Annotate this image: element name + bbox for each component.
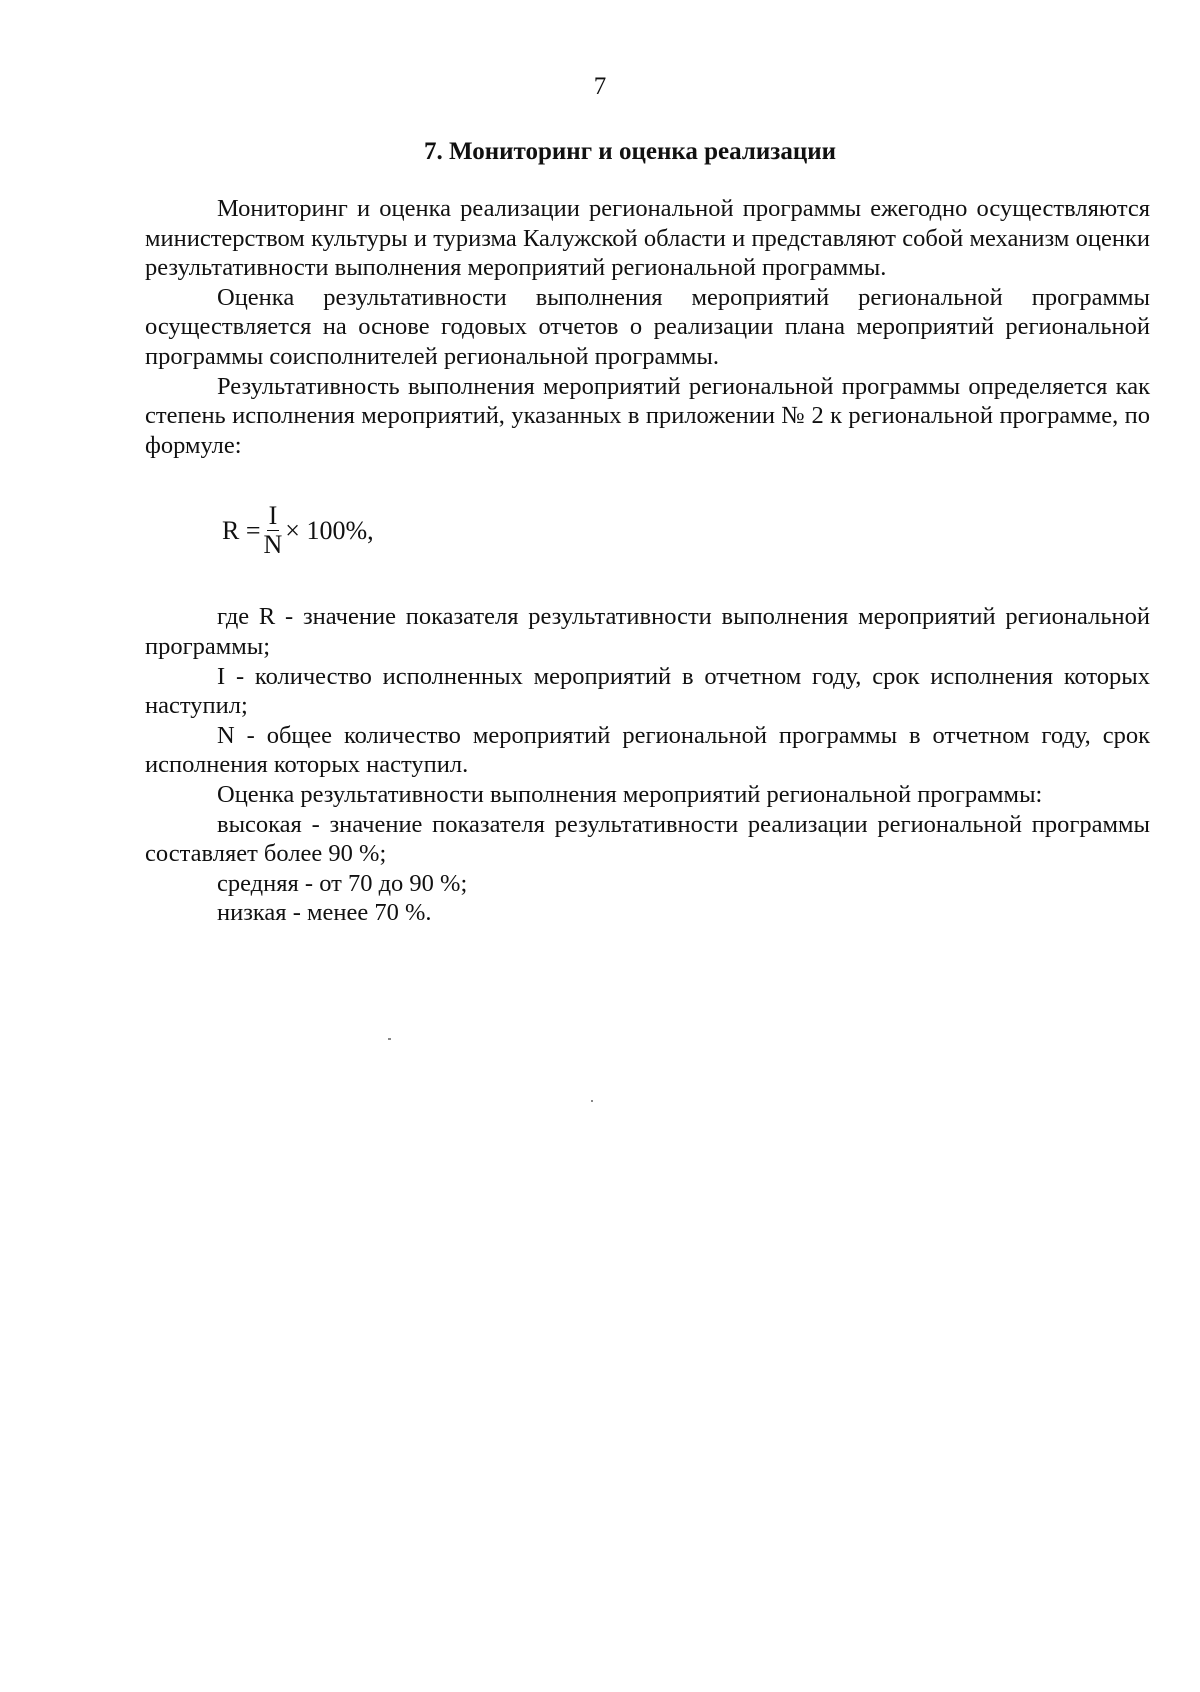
paragraph-evaluation-basis: Оценка результативности выполнения мероприятий региональной программы осуществляется на основе годовых отчетов о реализации плана мероприятий региональной программы соисполнителей региональной программы. <box>145 283 1150 370</box>
definition-r: где R - значение показателя результативности выполнения мероприятий региональной программы; <box>145 603 1150 660</box>
formula-lhs: R = <box>222 515 261 545</box>
formula-denominator: N <box>263 530 283 560</box>
formula-numerator: I <box>268 501 278 531</box>
paragraph-effectiveness: Результативность выполнения мероприятий региональной программы определяется как степень исполнения мероприятий, указанных в приложении № 2 к региональной программе, по формуле: <box>145 372 1150 459</box>
evaluation-level-high: высокая - значение показателя результативности реализации региональной программы составляет более 90 %; <box>145 810 1150 868</box>
definition-n: N - общее количество мероприятий региональной программы в отчетном году, срок исполнения которых наступил. <box>145 721 1150 779</box>
scan-speck <box>591 1100 593 1102</box>
document-body <box>145 194 1150 928</box>
scan-speck <box>388 1038 391 1040</box>
definition-i: I - количество исполненных мероприятий в отчетном году, срок исполнения которых наступил; <box>145 662 1150 720</box>
paragraph-monitoring: Мониторинг и оценка реализации региональной программы ежегодно осуществляются министерством культуры и туризма Калужской области и представляют собой механизм оценки результативности выполнения мероприятий региональной программы. <box>145 195 1150 282</box>
evaluation-level-medium: средняя - от 70 до 90 %; <box>217 869 468 897</box>
formula-rhs: × 100%, <box>285 515 374 545</box>
section-title: 7. Мониторинг и оценка реализации <box>423 138 837 165</box>
evaluation-intro: Оценка результативности выполнения мероприятий региональной программы: <box>217 780 1043 808</box>
evaluation-level-low: низкая - менее 70 %. <box>217 899 432 927</box>
formula-fraction <box>264 502 283 559</box>
spacer <box>145 592 1150 602</box>
formula <box>222 502 374 559</box>
formula-block <box>145 470 1150 592</box>
page-number: 7 <box>593 73 607 100</box>
